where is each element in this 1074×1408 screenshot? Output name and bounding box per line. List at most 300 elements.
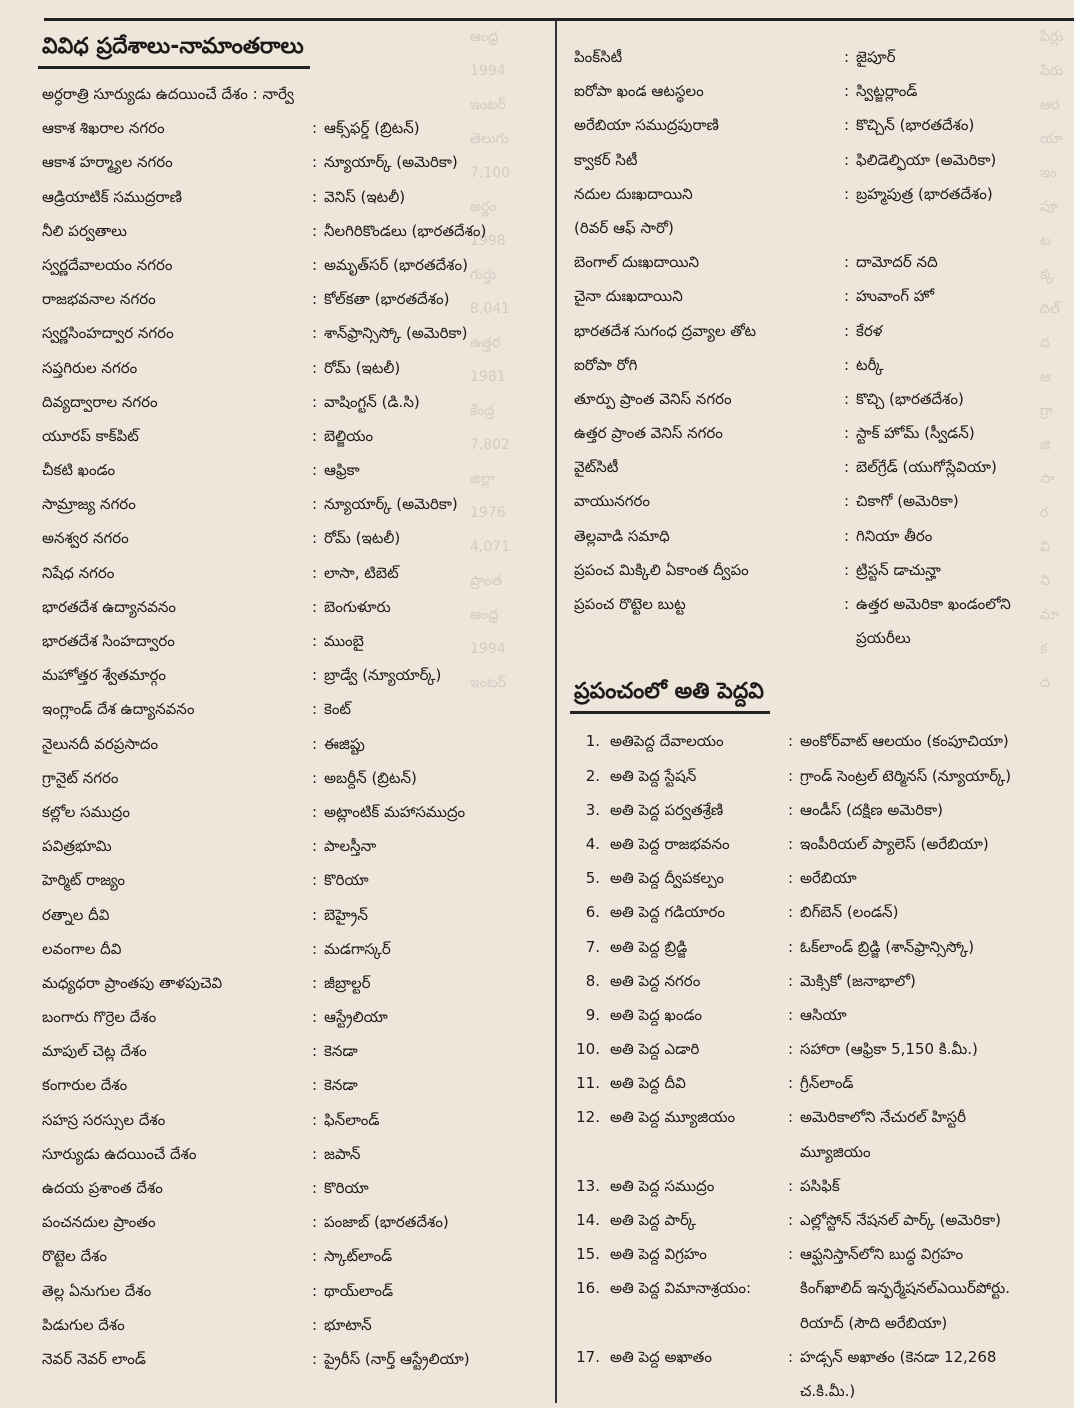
list-item xyxy=(38,145,550,179)
item-term: ప్రపంచ రొట్టెల బుట్ట xyxy=(574,595,686,613)
item-separator: : xyxy=(312,358,318,377)
item-value-continued: చ.కి.మీ.) xyxy=(800,1381,856,1400)
item-term: అతిపెద్ద దేవాలయం xyxy=(610,732,724,751)
item-term: యూరప్ కాక్‌పిట్ xyxy=(42,426,139,445)
item-separator: : xyxy=(312,1144,318,1163)
item-term: గ్రానైట్ నగరం xyxy=(42,768,119,787)
item-value: కింగ్‌ఖాలిద్ ఇన్ఫర్మేషనల్‌ఎయిర్‌పోర్టు. xyxy=(800,1279,1010,1298)
item-term: అతి పెద్ద ఎడారి xyxy=(610,1040,700,1059)
list-item xyxy=(38,727,550,761)
item-separator: : xyxy=(312,1008,318,1027)
item-separator: : xyxy=(312,529,318,548)
list-item xyxy=(570,553,1070,587)
item-separator: : xyxy=(844,287,850,306)
list-item xyxy=(570,348,1070,382)
item-number: 17. xyxy=(576,1347,600,1366)
item-separator: : xyxy=(788,1108,794,1127)
item-value: ఆక్స్‌ఫర్డ్ (బ్రిటన్) xyxy=(324,119,420,138)
item-separator: : xyxy=(788,903,794,922)
list-item xyxy=(570,587,1070,621)
item-value: వెనిస్ (ఇటలీ) xyxy=(324,187,406,206)
ranked-list-item xyxy=(570,861,1070,895)
item-value: రోమ్ (ఇటలీ) xyxy=(324,358,401,377)
item-term: పవిత్రభూమి xyxy=(42,837,112,856)
item-separator: : xyxy=(844,321,850,340)
item-term: కల్లోల సముద్రం xyxy=(42,802,130,821)
item-separator: : xyxy=(844,389,850,408)
ranked-list-item xyxy=(570,1032,1070,1066)
item-separator: : xyxy=(844,492,850,511)
item-term: దివ్యద్వారాల నగరం xyxy=(42,392,158,411)
item-number: 7. xyxy=(585,937,600,956)
list-item xyxy=(38,898,550,932)
item-separator: : xyxy=(312,871,318,890)
item-separator: : xyxy=(312,905,318,924)
list-item xyxy=(38,282,550,316)
ranked-list-item xyxy=(570,895,1070,929)
ranked-list-item xyxy=(570,964,1070,998)
bleed-through-right: పేర్లు పేరు ఆర యా ఇం పూ ట క్క దిల్ ద ఆ గ్రా జి సా ర వి ని మా క ద xyxy=(1040,29,1064,691)
item-separator: : xyxy=(312,973,318,992)
item-term: ఆడ్రియాటిక్ సముద్రరాణి xyxy=(42,187,182,206)
alternate-names-list xyxy=(38,77,550,1376)
item-value: ఫిన్‌లాండ్ xyxy=(324,1110,380,1129)
item-term: నదుల దుఃఖదాయిని xyxy=(574,184,693,203)
item-number: 14. xyxy=(576,1211,600,1229)
item-term: అతి పెద్ద పార్క్ xyxy=(610,1211,696,1229)
item-term: అతి పెద్ద రాజభవనం xyxy=(610,834,730,853)
item-term: స్వర్ణదేవాలయం నగరం xyxy=(42,255,173,274)
list-item xyxy=(38,351,550,385)
item-term: భారతదేశ ఉద్యానవనం xyxy=(42,597,177,616)
item-value: బెల్జియం xyxy=(324,426,374,445)
item-number: 15. xyxy=(576,1245,600,1264)
item-term: బెంగాల్ దుఃఖదాయిని xyxy=(574,253,700,272)
item-separator: : xyxy=(312,324,318,343)
item-separator: : xyxy=(312,1213,318,1232)
list-item xyxy=(38,863,550,897)
list-item xyxy=(38,1171,550,1205)
list-item xyxy=(38,111,550,145)
list-item xyxy=(570,245,1070,279)
item-value: టర్కీ xyxy=(856,355,884,374)
item-value: అరేబియా xyxy=(800,869,857,888)
list-item xyxy=(38,385,550,419)
item-term: అతి పెద్ద దీవి xyxy=(610,1074,686,1093)
item-number: 12. xyxy=(576,1108,600,1127)
item-value: సహారా (ఆఫ్రికా 5,150 కి.మీ.) xyxy=(800,1040,978,1059)
item-term: అరేబియా సముద్రపురాణి xyxy=(574,116,719,135)
list-item xyxy=(38,624,550,658)
item-separator: : xyxy=(312,187,318,206)
item-value: బెల్‌గ్రేడ్ (యుగోస్లేవియా) xyxy=(856,458,997,477)
item-number: 4. xyxy=(585,834,600,853)
item-value: కొరియా xyxy=(324,1179,369,1197)
item-term: నైలునదీ వరప్రసాదం xyxy=(42,734,159,753)
item-value: స్కాట్‌లాండ్ xyxy=(324,1247,393,1266)
item-term: చీకటి ఖండం xyxy=(42,461,116,480)
item-separator: : xyxy=(788,937,794,956)
list-item xyxy=(570,450,1070,484)
list-item xyxy=(38,1000,550,1034)
item-separator: : xyxy=(312,1349,318,1368)
item-value: అమృత్‌సర్ (భారతదేశం) xyxy=(324,255,468,274)
item-value: పసిఫిక్ xyxy=(800,1176,840,1195)
item-value: కెనడా xyxy=(324,1076,358,1095)
item-value: నీలగిరికొండలు (భారతదేశం) xyxy=(324,221,487,240)
list-item xyxy=(570,40,1070,74)
item-value: స్టాక్ హోమ్ (స్వీడన్) xyxy=(856,424,975,443)
list-item xyxy=(38,932,550,966)
item-value: బ్రహ్మపుత్ర (భారతదేశం) xyxy=(856,184,993,203)
item-value-continued: రియాద్ (సౌది అరేబియా) xyxy=(800,1313,948,1332)
item-value: అమెరికాలోని నేచురల్ హిస్టరీ xyxy=(800,1108,967,1127)
list-item xyxy=(38,1205,550,1239)
item-separator: : xyxy=(788,1074,794,1093)
item-term: రత్నాల దీవి xyxy=(42,905,110,924)
item-separator: : xyxy=(844,82,850,101)
item-value-continued: మ్యూజియం xyxy=(800,1142,871,1161)
item-value: కొచ్చి (భారతదేశం) xyxy=(856,389,964,408)
item-value: వాషింగ్టన్ (డి.సి) xyxy=(324,392,420,411)
item-value: కొచ్చిన్ (భారతదేశం) xyxy=(856,116,975,135)
item-separator: : xyxy=(844,560,850,579)
item-separator: : xyxy=(312,700,318,719)
list-item xyxy=(570,279,1070,313)
list-item xyxy=(570,314,1070,348)
item-separator: : xyxy=(844,116,850,135)
list-item xyxy=(38,1274,550,1308)
item-value: హడ్సన్ అఖాతం (కెనడా 12,268 xyxy=(800,1347,997,1366)
item-term: మధ్యధరా ప్రాంతపు తాళపుచెవి xyxy=(42,973,223,992)
item-separator: : xyxy=(788,766,794,785)
item-term: అతి పెద్ద ద్వీపకల్పం xyxy=(610,869,725,888)
item-value: భూటాన్ xyxy=(324,1315,372,1334)
item-separator: : xyxy=(788,800,794,819)
item-separator: : xyxy=(312,153,318,172)
item-term: భారతదేశ సుగంధ ద్రవ్యాల తోట xyxy=(574,321,757,340)
list-item xyxy=(38,1068,550,1102)
item-separator: : xyxy=(844,595,850,613)
list-item xyxy=(38,1137,550,1171)
list-item xyxy=(570,382,1070,416)
item-value: ఆఫ్ఘనిస్తాన్‌లోని బుద్ధ విగ్రహం xyxy=(800,1245,964,1264)
item-value: ఫిలిడెల్ఫియా (అమెరికా) xyxy=(856,150,997,169)
item-term: ఐరోపా రోగి xyxy=(574,355,638,374)
item-term: మహోత్తర శ్వేతమార్గం xyxy=(42,666,167,685)
item-separator: : xyxy=(844,526,850,545)
item-term: అతి పెద్ద గడియారం xyxy=(610,903,725,922)
column-divider xyxy=(555,20,557,1403)
item-term: ఉత్తర ప్రాంత వెనిస్ నగరం xyxy=(574,424,723,443)
item-separator: : xyxy=(788,1040,794,1059)
list-item xyxy=(38,829,550,863)
item-value: మెక్సికో (జనాభాలో) xyxy=(800,971,916,990)
list-item xyxy=(570,177,1070,211)
item-term: అతి పెద్ద విమానాశ్రయం: xyxy=(610,1279,752,1298)
list-item xyxy=(570,74,1070,108)
item-separator: : xyxy=(844,150,850,169)
item-separator: : xyxy=(312,392,318,411)
item-value: గినియా తీరం xyxy=(856,526,933,545)
item-separator: : xyxy=(312,632,318,650)
item-value: పాలస్తీనా xyxy=(324,837,377,856)
ranked-list-item xyxy=(570,1169,1070,1203)
item-term: రాజభవనాల నగరం xyxy=(42,290,156,309)
list-item xyxy=(570,211,1070,245)
item-value: ఉత్తర అమెరికా ఖండంలోని xyxy=(856,595,1011,613)
item-separator: : xyxy=(844,184,850,203)
item-separator: : xyxy=(312,290,318,309)
ranked-list-item xyxy=(570,1271,1070,1305)
item-separator: : xyxy=(312,495,318,514)
item-value: హువాంగ్ హో xyxy=(856,287,935,306)
item-value: బెంగుళూరు xyxy=(324,597,391,616)
ranked-list-item xyxy=(570,1203,1070,1237)
item-separator: : xyxy=(788,732,794,751)
ranked-list-item xyxy=(570,1100,1070,1134)
item-separator: : xyxy=(312,666,318,685)
list-item xyxy=(38,248,550,282)
item-value: ప్రయరీలు xyxy=(856,629,911,648)
ranked-list-item xyxy=(570,1066,1070,1100)
item-value: బ్రాడ్వే (న్యూయార్క్) xyxy=(324,666,442,685)
item-term: అతి పెద్ద సముద్రం xyxy=(610,1176,715,1195)
item-term: భారతదేశ సింహద్వారం xyxy=(42,632,175,650)
list-item xyxy=(38,795,550,829)
item-separator: : xyxy=(312,255,318,274)
item-value: అబర్దీన్ (బ్రిటన్) xyxy=(324,768,417,787)
item-term: అతి పెద్ద మ్యూజియం xyxy=(610,1108,736,1127)
item-value: బిగ్‌బెన్ (లండన్) xyxy=(800,903,899,922)
ranked-list-item xyxy=(570,1237,1070,1271)
item-term: ప్రపంచ మిక్కిలి ఏకాంత ద్వీపం xyxy=(574,560,749,579)
item-separator: : xyxy=(788,869,794,888)
item-number: 1. xyxy=(585,732,600,751)
list-item xyxy=(38,487,550,521)
item-term: అతి పెద్ద ఖండం xyxy=(610,1005,702,1024)
item-separator: : xyxy=(844,253,850,272)
list-item xyxy=(570,519,1070,553)
item-term: వైట్‌సిటీ xyxy=(574,458,619,477)
item-value: కేరళ xyxy=(856,321,883,340)
item-value: మడగాస్కర్ xyxy=(324,939,391,958)
item-value: కెనడా xyxy=(324,1042,358,1061)
list-item xyxy=(570,484,1070,518)
item-separator: : xyxy=(312,119,318,138)
item-value: థాయ్‌లాండ్ xyxy=(324,1281,394,1300)
item-term: ఐరోపా ఖండ ఆటస్థలం xyxy=(574,82,704,101)
item-term: సహస్ర సరస్సుల దేశం xyxy=(42,1110,166,1129)
item-term: మాపుల్ చెట్ల దేశం xyxy=(42,1042,147,1061)
item-value: కెంట్ xyxy=(324,700,352,719)
item-value: ఆఫ్రికా xyxy=(324,461,360,480)
world-biggest-list xyxy=(570,724,1070,1408)
item-separator: : xyxy=(312,1042,318,1061)
item-term: అర్ధరాత్రి సూర్యుడు ఉదయించే దేశం : నార్వే xyxy=(42,85,294,103)
item-term: ఇంగ్లాండ్ దేశ ఉద్యానవనం xyxy=(42,700,195,719)
item-separator: : xyxy=(312,1281,318,1300)
item-value: గ్రీన్‌లాండ్ xyxy=(800,1074,854,1093)
item-term: కంగారుల దేశం xyxy=(42,1076,128,1095)
item-value: న్యూయార్క్ (అమెరికా) xyxy=(324,495,458,514)
list-item xyxy=(38,1342,550,1376)
list-item xyxy=(38,1308,550,1342)
item-number: 8. xyxy=(585,971,600,990)
item-value: ఆసియా xyxy=(800,1005,847,1024)
item-number: 16. xyxy=(576,1279,600,1298)
item-number: 3. xyxy=(585,800,600,819)
item-term: పంచనదుల ప్రాంతం xyxy=(42,1213,156,1232)
item-term: పింక్‌సిటీ xyxy=(574,48,623,66)
item-value: ఆండీస్ (దక్షిణ అమెరికా) xyxy=(800,800,944,819)
item-separator: : xyxy=(788,1176,794,1195)
list-item xyxy=(38,692,550,726)
item-separator: : xyxy=(844,458,850,477)
item-separator: : xyxy=(844,424,850,443)
item-value: బెహ్రైన్ xyxy=(324,905,368,924)
item-term: అనశ్వర నగరం xyxy=(42,529,129,548)
item-separator: : xyxy=(312,597,318,616)
item-term: నెవర్ నెవర్ లాండ్ xyxy=(42,1349,146,1368)
item-separator: : xyxy=(312,837,318,856)
item-value: లాసా, టిబెట్ xyxy=(324,563,399,582)
item-value: గ్రాండ్ సెంట్రల్ టెర్మినస్ (న్యూయార్క్) xyxy=(800,766,1012,785)
item-separator: : xyxy=(312,734,318,753)
item-value: ఎల్లోస్టోన్ నేషనల్ పార్క్ (అమెరికా) xyxy=(800,1211,1001,1229)
item-value: దామోదర్ నది xyxy=(856,253,938,272)
list-item xyxy=(38,77,550,111)
top-rule xyxy=(44,18,1074,21)
item-term: అతి పెద్ద పర్వతశ్రేణి xyxy=(610,800,724,819)
item-separator: : xyxy=(312,939,318,958)
item-term: ఆకాశ శిఖరాల నగరం xyxy=(42,119,165,138)
list-item xyxy=(38,419,550,453)
item-separator: : xyxy=(788,1211,794,1229)
section-title-alternate-names: వివిధ ప్రదేశాలు-నామాంతరాలు xyxy=(38,30,310,69)
item-value: అట్లాంటిక్ మహాసముద్రం xyxy=(324,802,466,821)
item-separator: : xyxy=(844,355,850,374)
item-value: ఓక్‌లాండ్ బ్రిడ్జి (శాన్‌ఫ్రాన్సిస్కో) xyxy=(800,937,975,956)
list-item xyxy=(570,621,1070,655)
item-term: సూర్యుడు ఉదయించే దేశం xyxy=(42,1144,197,1163)
item-value: జీబ్రాల్టర్ xyxy=(324,973,371,992)
item-number: 11. xyxy=(576,1074,600,1093)
item-term: నీలి పర్వతాలు xyxy=(42,221,127,240)
list-item xyxy=(38,453,550,487)
item-number: 2. xyxy=(585,766,600,785)
ranked-list-item xyxy=(570,724,1070,758)
item-separator: : xyxy=(312,426,318,445)
item-number: 10. xyxy=(576,1040,600,1059)
item-value: స్విట్జర్లాండ్ xyxy=(856,82,918,101)
list-item xyxy=(38,316,550,350)
item-value: రోమ్ (ఇటలీ) xyxy=(324,529,401,548)
item-term: ఆకాశ హర్మ్యాల నగరం xyxy=(42,153,173,172)
list-item xyxy=(38,214,550,248)
list-item xyxy=(38,590,550,624)
item-value: అంకోర్‌వాట్ ఆలయం (కంపూచియా) xyxy=(800,732,1009,751)
item-separator: : xyxy=(312,768,318,787)
item-separator: : xyxy=(312,221,318,240)
list-item xyxy=(38,556,550,590)
right-column xyxy=(570,40,1070,1408)
list-item xyxy=(38,521,550,555)
item-term: వాయునగరం xyxy=(574,492,650,511)
item-separator: : xyxy=(844,48,850,66)
item-value: జైపూర్ xyxy=(856,48,896,66)
item-separator: : xyxy=(788,1245,794,1264)
item-value: జపాన్ xyxy=(324,1144,361,1163)
item-term: హెర్మిట్ రాజ్యం xyxy=(42,871,125,890)
list-item xyxy=(38,1103,550,1137)
item-term: సామ్రాజ్య నగరం xyxy=(42,495,136,514)
list-item xyxy=(38,966,550,1000)
item-term: బంగారు గొర్రెల దేశం xyxy=(42,1008,157,1027)
item-term: తెల్లవాడి సమాధి xyxy=(574,526,670,545)
list-item xyxy=(570,108,1070,142)
item-number: 13. xyxy=(576,1176,600,1195)
item-separator: : xyxy=(788,1347,794,1366)
item-term: అతి పెద్ద స్టేషన్ xyxy=(610,766,697,785)
item-value: న్యూయార్క్ (అమెరికా) xyxy=(324,153,458,172)
item-value: కొరియా xyxy=(324,871,369,890)
item-term: తెల్ల ఏనుగుల దేశం xyxy=(42,1281,152,1300)
item-term: ఉదయ ప్రశాంత దేశం xyxy=(42,1179,163,1197)
item-value: ఆస్ట్రేలియా xyxy=(324,1008,388,1027)
item-number: 9. xyxy=(585,1005,600,1024)
ranked-list-item xyxy=(570,998,1070,1032)
item-separator: : xyxy=(312,563,318,582)
item-separator: : xyxy=(788,971,794,990)
item-value: కోల్‌కతా (భారతదేశం) xyxy=(324,290,450,309)
item-term: అతి పెద్ద విగ్రహం xyxy=(610,1245,707,1264)
item-term: స్వర్ణసింహద్వార నగరం xyxy=(42,324,174,343)
ranked-list-item xyxy=(570,793,1070,827)
ranked-list-item xyxy=(570,827,1070,861)
item-separator: : xyxy=(788,1005,794,1024)
bleed-through-left: ఆంధ్ర 1994 ఇంటర్ తెలుగు 7,100 అర్థం 1998 గుర్తు 8,041 ఉత్తర 1981 కేంద్ర 7,802 జిల్లా 1976 4,071 ప్రాంత ఆంధ్ర 1994 ఇంటర్ xyxy=(470,29,511,691)
item-value: ప్రైరీస్ (నార్త్ ఆస్ట్రేలియా) xyxy=(324,1349,470,1368)
item-value: ఇంపీరియల్ ప్యాలెస్ (అరేబియా) xyxy=(800,834,989,853)
list-item xyxy=(38,1239,550,1273)
item-term: సప్తగిరుల నగరం xyxy=(42,358,138,377)
item-separator: : xyxy=(788,834,794,853)
item-term: పిడుగుల దేశం xyxy=(42,1315,125,1334)
ranked-list-item xyxy=(570,1340,1070,1374)
item-value: ట్రిస్టన్ డాచున్హా xyxy=(856,560,941,579)
item-value: ముంబై xyxy=(324,632,364,650)
item-term: క్వాకర్ సిటీ xyxy=(574,150,638,169)
item-value: శాన్‌ఫ్రాన్సిస్కో (అమెరికా) xyxy=(324,324,468,343)
list-item xyxy=(570,416,1070,450)
section-title-world-biggest: ప్రపంచంలో అతి పెద్దవి xyxy=(570,675,770,714)
left-column xyxy=(38,30,550,1376)
item-term: అతి పెద్ద బ్రిడ్జి xyxy=(610,937,688,956)
item-separator: : xyxy=(312,1110,318,1129)
item-value: పంజాబ్ (భారతదేశం) xyxy=(324,1213,449,1232)
ranked-list-item-continuation xyxy=(570,1306,1070,1340)
item-separator: : xyxy=(312,1076,318,1095)
item-term: అతి పెద్ద నగరం xyxy=(610,971,701,990)
list-item xyxy=(570,143,1070,177)
list-item xyxy=(38,1034,550,1068)
item-value: చికాగో (అమెరికా) xyxy=(856,492,959,511)
item-term: లవంగాల దీవి xyxy=(42,939,122,958)
item-separator: : xyxy=(312,461,318,480)
item-separator: : xyxy=(312,802,318,821)
item-term: (రివర్ ఆఫ్ సారో) xyxy=(574,218,674,237)
